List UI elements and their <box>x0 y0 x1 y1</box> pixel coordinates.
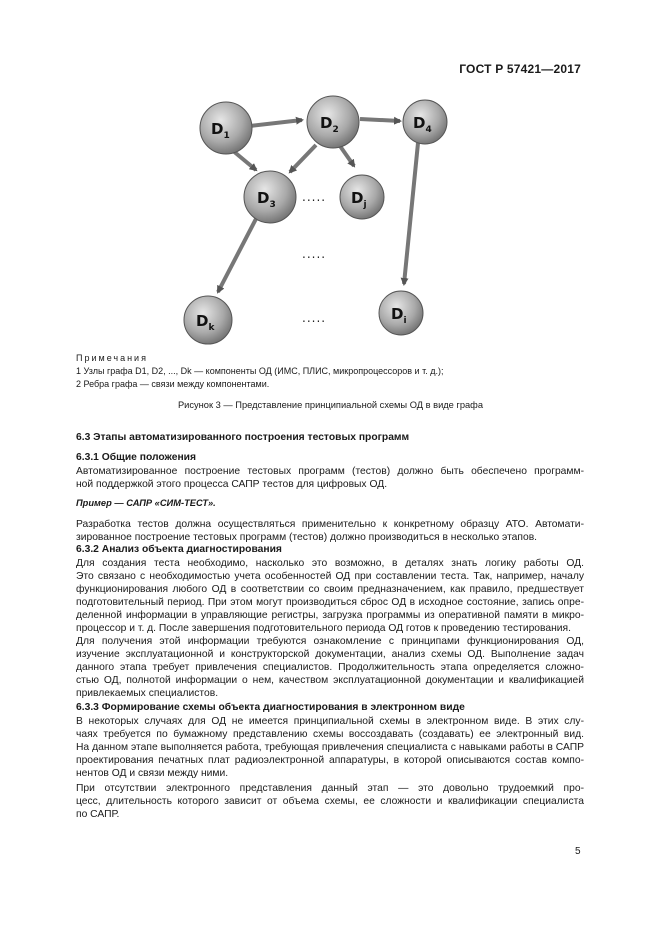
text-line: Для получения этой информации требуются ознакомление с принципами функционирования ОД, <box>76 636 584 647</box>
text-line: На данном этапе выполняется работа, требующая привлечения специалиста с навыками работы в САПР <box>76 742 584 754</box>
text-line: проектирования печатных плат радиоэлектронной аппаратуры, в которой описываются состав компо- <box>76 755 584 767</box>
subsection-heading-6-3-3: 6.3.3 Формирование схемы объекта диагностирования в электронном виде <box>76 702 465 713</box>
note-1: 1 Узлы графа D1, D2, ..., Dk — компоненты ОД (ИМС, ПЛИС, микропроцессоров и т. д.); <box>76 366 444 376</box>
text-line: стью ОД, полнотой информации о нем, качеством эксплуатационной документации и квалификацией <box>76 675 584 687</box>
notes-title: Примечания <box>76 353 148 363</box>
text-line: подготовительный период. При этом могут производиться сброс ОД в исходное состояние, запись опре- <box>76 597 584 609</box>
text-line: Это связано с необходимостью учета особенностей ОД при составлении теста. Так, например, началу <box>76 571 584 583</box>
graph-node-d2 <box>307 96 359 148</box>
paragraph-tests <box>76 518 584 544</box>
edge-d2-dj <box>340 146 354 166</box>
text-line: процессор и т. д. После завершения подготовительного периода ОД готов к проведению тестирования. <box>76 623 571 635</box>
text-line: изучение эксплуатационной и конструкторской документации, анализ схемы ОД. Выполнение задач <box>76 649 584 661</box>
text-line: по САПР. <box>76 809 120 821</box>
text-line: Разработка тестов должна осуществляться применительно к конкретному образцу АТО. Автомати- <box>76 519 584 530</box>
ellipsis-dots: ..... <box>302 311 327 325</box>
text-line: Автоматизированное построение тестовых программ (тестов) должно быть обеспечено программ- <box>76 466 584 477</box>
edge-d1-d2 <box>250 120 302 126</box>
node-label-sub: 4 <box>425 125 432 135</box>
node-label-sub: k <box>208 323 215 333</box>
text-line: функционирования любого ОД в соответствии со своим предназначением, как правило, предшествует <box>76 584 584 596</box>
text-line: зированное построение тестовых программ (тестов) должно производиться в несколько этапов. <box>76 532 538 544</box>
subsection-heading-6-3-1: 6.3.1 Общие положения <box>76 452 196 463</box>
text-line: Для создания теста необходимо, насколько это возможно, в деталях знать логику работы ОД. <box>76 558 584 569</box>
node-label-sub: 2 <box>332 125 339 135</box>
node-label-main: D <box>196 312 209 330</box>
paragraph-info <box>76 635 584 700</box>
text-line: В некоторых случаях для ОД не имеется принципиальной схемы в электронном виде. В этих слу- <box>76 716 584 727</box>
paragraph-6-3-1 <box>76 465 584 491</box>
text-line: чаях требуется по бумажному представлению схемы воссоздавать (создавать) ее электронный вид. <box>76 729 584 741</box>
ellipsis-dots: ..... <box>302 247 327 261</box>
graph-node-dk <box>184 296 232 344</box>
node-label-sub: 1 <box>223 131 230 141</box>
node-label-main: D <box>391 305 404 323</box>
node-label-main: D <box>320 114 333 132</box>
edge-d1-d3 <box>232 150 256 170</box>
ellipsis-dots: ..... <box>302 190 327 204</box>
edge-d2-d3 <box>290 145 316 172</box>
node-label-main: D <box>413 114 426 132</box>
edge-d3-dk <box>218 215 258 292</box>
paragraph-schema <box>76 715 584 780</box>
text-line: ной поддержкой этого процесса САПР тестов для цифровых ОД. <box>76 479 388 491</box>
document-id: ГОСТ Р 57421—2017 <box>459 62 581 76</box>
node-label-sub: i <box>403 316 407 326</box>
text-line: данного этапа требует привлечения специалистов. Продолжительность этапа определяется сложно- <box>76 662 584 674</box>
example-line: Пример — САПР «СИМ-ТЕСТ». <box>76 498 216 508</box>
edge-d4-di <box>404 143 418 284</box>
paragraph-effort <box>76 782 584 821</box>
subsection-heading-6-3-2: 6.3.2 Анализ объекта диагностирования <box>76 544 282 555</box>
graph-node-d4 <box>403 100 447 144</box>
text-line: деленной информации в управляющие регистры, загрузка программы из оперативной памяти в микро- <box>76 610 584 622</box>
text-line: нентов ОД и связи между ними. <box>76 768 229 780</box>
section-heading-6-3: 6.3 Этапы автоматизированного построения тестовых программ <box>76 432 410 443</box>
text-line: цесс, длительность которого зависит от объема схемы, ее сложности и квалификации специалиста <box>76 796 584 808</box>
node-label-sub: 3 <box>269 200 276 210</box>
figure-caption: Рисунок 3 — Представление принципиальной схемы ОД в виде графа <box>177 400 483 410</box>
edge-d2-d4 <box>360 119 400 121</box>
graph-node-d1 <box>200 102 252 154</box>
note-2: 2 Ребра графа — связи между компонентами. <box>76 379 270 389</box>
paragraph-analysis <box>76 557 584 636</box>
text-line: привлекаемых специалистов. <box>76 688 219 700</box>
page-number: 5 <box>575 846 581 857</box>
node-label-main: D <box>257 189 270 207</box>
graph-figure <box>0 90 661 350</box>
text-line: При отсутствии электронного представления данный этап — это довольно трудоемкий про- <box>76 783 584 794</box>
node-label-main: D <box>351 189 364 207</box>
node-label-main: D <box>211 120 224 138</box>
graph-node-dj <box>340 175 384 219</box>
node-label-sub: j <box>363 200 367 210</box>
graph-node-d3 <box>244 171 296 223</box>
graph-node-di <box>379 291 423 335</box>
